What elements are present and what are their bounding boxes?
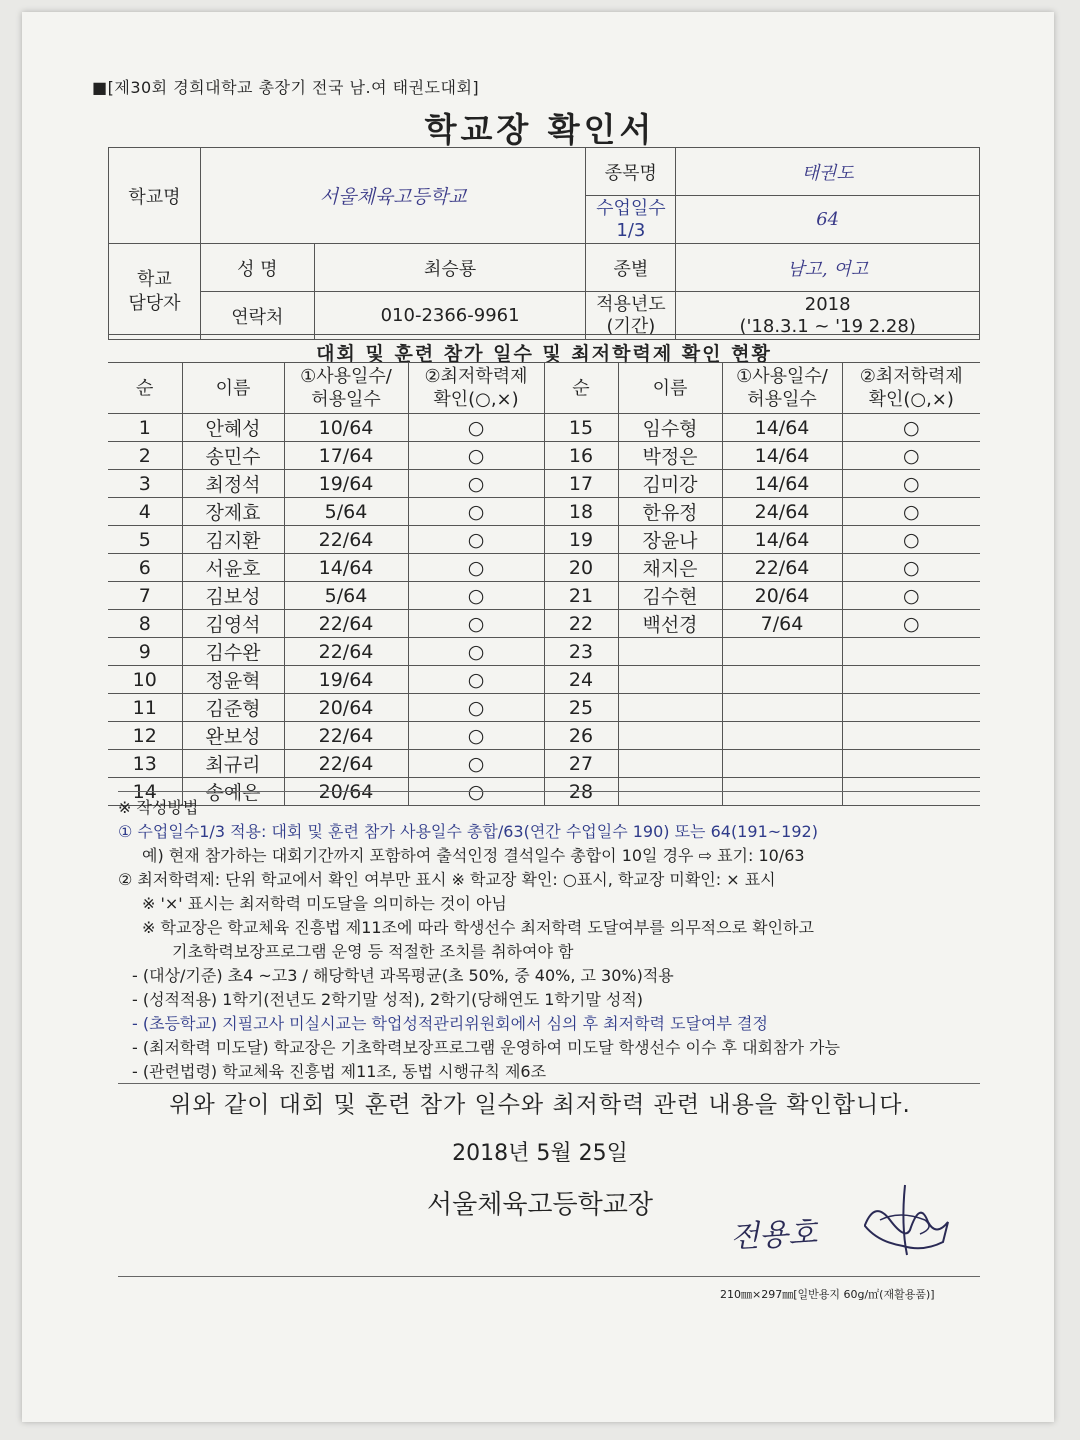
row-days: 20/64: [284, 694, 408, 722]
row-mark: ○: [408, 470, 544, 498]
row-no-right: 24: [544, 666, 618, 694]
table-bottom-rule: [118, 791, 980, 792]
row-name-right: 채지은: [618, 554, 722, 582]
row-name: 송예은: [182, 778, 284, 806]
row-name: 최규리: [182, 750, 284, 778]
row-mark-right: [842, 722, 980, 750]
row-no-right: 15: [544, 414, 618, 442]
row-name-right: 김미강: [618, 470, 722, 498]
table-row: [108, 722, 980, 750]
row-name: 서윤호: [182, 554, 284, 582]
row-mark: ○: [408, 442, 544, 470]
row-days-right: 7/64: [722, 610, 842, 638]
row-no: 11: [108, 694, 182, 722]
document-date: 2018년 5월 25일: [452, 1141, 628, 1166]
row-mark-right: [842, 694, 980, 722]
row-days-right: 20/64: [722, 582, 842, 610]
row-no: 8: [108, 610, 182, 638]
table-row: [108, 638, 980, 666]
row-no-right: 23: [544, 638, 618, 666]
row-days: 22/64: [284, 722, 408, 750]
row-days-right: [722, 666, 842, 694]
note-line: ② 최저학력제: 단위 학교에서 확인 여부만 표시 ※ 학교장 확인: ○표시, 학교장 미확인: × 표시: [118, 870, 776, 889]
writing-instructions: [118, 796, 840, 1084]
note-line: - (대상/기준) 초4 ~고3 / 해당학년 과목평균(초 50%, 중 40%, 고 30%)적용: [132, 966, 674, 985]
gender-label: 종별: [586, 244, 676, 292]
row-name: 장제효: [182, 498, 284, 526]
contact-label: [109, 244, 201, 340]
row-name: 김수완: [182, 638, 284, 666]
note-line: ※ 작성방법: [118, 798, 199, 817]
row-no-right: 18: [544, 498, 618, 526]
notes-bottom-rule: [118, 1083, 980, 1084]
header-min: [408, 363, 544, 414]
row-name-right: 박정은: [618, 442, 722, 470]
table-row: [108, 526, 980, 554]
table-row: [108, 582, 980, 610]
row-days: 22/64: [284, 526, 408, 554]
header-days-right: [722, 363, 842, 414]
row-days: 5/64: [284, 498, 408, 526]
row-mark-right: ○: [842, 498, 980, 526]
row-no: 7: [108, 582, 182, 610]
phone-value: 010-2366-9961: [314, 292, 586, 340]
row-name: 송민수: [182, 442, 284, 470]
row-no: 4: [108, 498, 182, 526]
table-row: [108, 414, 980, 442]
info-table: [108, 147, 980, 340]
row-days-right: [722, 722, 842, 750]
header-days-right-1: ①사용일수/: [736, 366, 828, 387]
note-line: 기초학력보장프로그램 운영 등 적절한 조치를 취하여야 함: [172, 942, 574, 961]
row-no: 3: [108, 470, 182, 498]
confirmation-statement: 위와 같이 대회 및 훈련 참가 일수와 최저학력 관련 내용을 확인합니다.: [169, 1092, 911, 1118]
row-mark-right: [842, 750, 980, 778]
row-name-right: [618, 750, 722, 778]
row-mark: ○: [408, 666, 544, 694]
note-line: ※ 학교장은 학교체육 진흥법 제11조에 따라 학생선수 최저학력 도달여부를 의무적으로 확인하고: [142, 918, 814, 937]
header-days-1: ①사용일수/: [300, 366, 392, 387]
row-days-right: 14/64: [722, 526, 842, 554]
table-header-row: [108, 363, 980, 414]
row-mark: ○: [408, 554, 544, 582]
row-mark: ○: [408, 414, 544, 442]
header-no-right: 순: [544, 363, 618, 414]
row-mark-right: [842, 666, 980, 694]
row-mark: ○: [408, 778, 544, 806]
row-days-right: 14/64: [722, 470, 842, 498]
event-value: 태권도: [676, 148, 980, 196]
note-line: - (최저학력 미도달) 학교장은 기초학력보장프로그램 운영하여 미도달 학생선수 이수 후 대회참가 가능: [132, 1038, 840, 1057]
note-line: ※ '×' 표시는 최저학력 미도달을 의미하는 것이 아님: [142, 894, 507, 913]
row-mark-right: ○: [842, 582, 980, 610]
row-name-right: 장윤나: [618, 526, 722, 554]
header-no: 순: [108, 363, 182, 414]
phone-label: 연락처: [200, 292, 314, 340]
row-name-right: 김수현: [618, 582, 722, 610]
principal-title: 서울체육고등학교장: [426, 1190, 654, 1220]
header-days-2: 허용일수: [311, 389, 381, 410]
table-row: [108, 442, 980, 470]
row-mark-right: ○: [842, 526, 980, 554]
table-row: [108, 694, 980, 722]
header-min-2: 확인(○,×): [433, 389, 519, 410]
row-mark-right: ○: [842, 554, 980, 582]
name-value: 최승룡: [314, 244, 586, 292]
days-label-2: 1/3: [616, 219, 646, 241]
days-label-1: 수업일수: [596, 197, 666, 219]
paper-footnote: 210㎜×297㎜[일반용지 60g/㎡(재활용품)]: [720, 1288, 935, 1301]
year-label: [586, 292, 676, 340]
signature-stamp: [850, 1180, 960, 1270]
table-row: [108, 470, 980, 498]
note-line: - (초등학교) 지필고사 미실시교는 학업성적관리위원회에서 심의 후 최저학력 도달여부 결정: [132, 1014, 768, 1033]
days-label: [586, 196, 676, 244]
row-no-right: 22: [544, 610, 618, 638]
row-mark: ○: [408, 750, 544, 778]
row-days: 22/64: [284, 610, 408, 638]
contact-label-2: 담당자: [128, 292, 181, 314]
header-days: [284, 363, 408, 414]
row-mark-right: ○: [842, 610, 980, 638]
row-no-right: 28: [544, 778, 618, 806]
row-name: 김영석: [182, 610, 284, 638]
days-value: 64: [676, 196, 980, 244]
name-label: 성 명: [200, 244, 314, 292]
row-days-right: 24/64: [722, 498, 842, 526]
row-no-right: 16: [544, 442, 618, 470]
row-mark-right: [842, 638, 980, 666]
row-name-right: 백선경: [618, 610, 722, 638]
year-label-1: 적용년도: [596, 293, 666, 315]
note-line: ① 수업일수1/3 적용: 대회 및 훈련 참가 사용일수 총합/63(연간 수업일수 190) 또는 64(191~192): [118, 822, 818, 841]
header-min-right-1: ②최저학력제: [859, 366, 963, 387]
row-days-right: 14/64: [722, 442, 842, 470]
row-days-right: [722, 694, 842, 722]
row-no: 6: [108, 554, 182, 582]
row-days: 5/64: [284, 582, 408, 610]
row-no: 5: [108, 526, 182, 554]
row-no-right: 17: [544, 470, 618, 498]
row-name: 안혜성: [182, 414, 284, 442]
row-days: 22/64: [284, 638, 408, 666]
row-days-right: 22/64: [722, 554, 842, 582]
school-label: 학교명: [109, 148, 201, 244]
school-value: 서울체육고등학교: [200, 148, 586, 244]
note-line: - (성적적용) 1학기(전년도 2학기말 성적), 2학기(당해연도 1학기말 성적): [132, 990, 644, 1009]
row-days: 14/64: [284, 554, 408, 582]
year-value: 2018: [804, 293, 851, 315]
row-mark: ○: [408, 582, 544, 610]
row-name-right: [618, 694, 722, 722]
header-min-right: [842, 363, 980, 414]
row-no-right: 25: [544, 694, 618, 722]
gender-value: 남고, 여고: [676, 244, 980, 292]
document-header: ■[제30회 경희대학교 총장기 전국 남.여 태권도대회]: [92, 78, 480, 97]
row-mark-right: ○: [842, 470, 980, 498]
document-title: 학교장 확인서: [424, 110, 656, 149]
contact-label-1: 학교: [137, 268, 172, 290]
row-mark: ○: [408, 694, 544, 722]
row-days-right: [722, 638, 842, 666]
row-days: 10/64: [284, 414, 408, 442]
footer-rule: [118, 1276, 980, 1277]
row-no: 14: [108, 778, 182, 806]
row-no-right: 19: [544, 526, 618, 554]
row-name: 김보성: [182, 582, 284, 610]
row-name: 최정석: [182, 470, 284, 498]
row-no: 12: [108, 722, 182, 750]
table-row: [108, 666, 980, 694]
row-name-right: [618, 666, 722, 694]
row-no: 9: [108, 638, 182, 666]
row-days-right: 14/64: [722, 414, 842, 442]
year-label-2: (기간): [606, 315, 656, 337]
section-title: 대회 및 훈련 참가 일수 및 최저학력제 확인 현황: [108, 334, 980, 366]
signature-name: 전용호: [729, 1215, 818, 1256]
row-mark-right: ○: [842, 414, 980, 442]
row-name: 정윤혁: [182, 666, 284, 694]
header-name-right: 이름: [618, 363, 722, 414]
year-value-cell: [676, 292, 980, 340]
row-mark: ○: [408, 610, 544, 638]
table-row: [108, 610, 980, 638]
row-mark-right: ○: [842, 442, 980, 470]
row-name-right: [618, 722, 722, 750]
event-label: 종목명: [586, 148, 676, 196]
row-no-right: 20: [544, 554, 618, 582]
row-name: 김준형: [182, 694, 284, 722]
period-value: ('18.3.1 ~ '19 2.28): [739, 315, 916, 337]
header-min-1: ②최저학력제: [424, 366, 528, 387]
row-name-right: 한유정: [618, 498, 722, 526]
row-name: 완보성: [182, 722, 284, 750]
row-no: 13: [108, 750, 182, 778]
row-no: 1: [108, 414, 182, 442]
row-days: 19/64: [284, 470, 408, 498]
row-mark: ○: [408, 638, 544, 666]
row-mark: ○: [408, 498, 544, 526]
header-days-right-2: 허용일수: [747, 389, 817, 410]
row-no: 10: [108, 666, 182, 694]
row-days: 17/64: [284, 442, 408, 470]
row-no-right: 27: [544, 750, 618, 778]
row-days: 19/64: [284, 666, 408, 694]
header-name: 이름: [182, 363, 284, 414]
row-no: 2: [108, 442, 182, 470]
participation-table: [108, 362, 980, 806]
note-line: 예) 현재 참가하는 대회기간까지 포함하여 출석인정 결석일수 총합이 10일 경우 ⇨ 표기: 10/63: [142, 846, 805, 865]
table-row: [108, 554, 980, 582]
row-no-right: 26: [544, 722, 618, 750]
table-row: [108, 498, 980, 526]
table-row: [108, 750, 980, 778]
note-line: - (관련법령) 학교체육 진흥법 제11조, 동법 시행규칙 제6조: [132, 1062, 547, 1081]
row-mark: ○: [408, 526, 544, 554]
row-mark: ○: [408, 722, 544, 750]
row-no-right: 21: [544, 582, 618, 610]
row-days-right: [722, 750, 842, 778]
header-min-right-2: 확인(○,×): [868, 389, 954, 410]
row-name: 김지환: [182, 526, 284, 554]
row-days: 20/64: [284, 778, 408, 806]
row-name-right: [618, 638, 722, 666]
row-days: 22/64: [284, 750, 408, 778]
row-name-right: 임수형: [618, 414, 722, 442]
